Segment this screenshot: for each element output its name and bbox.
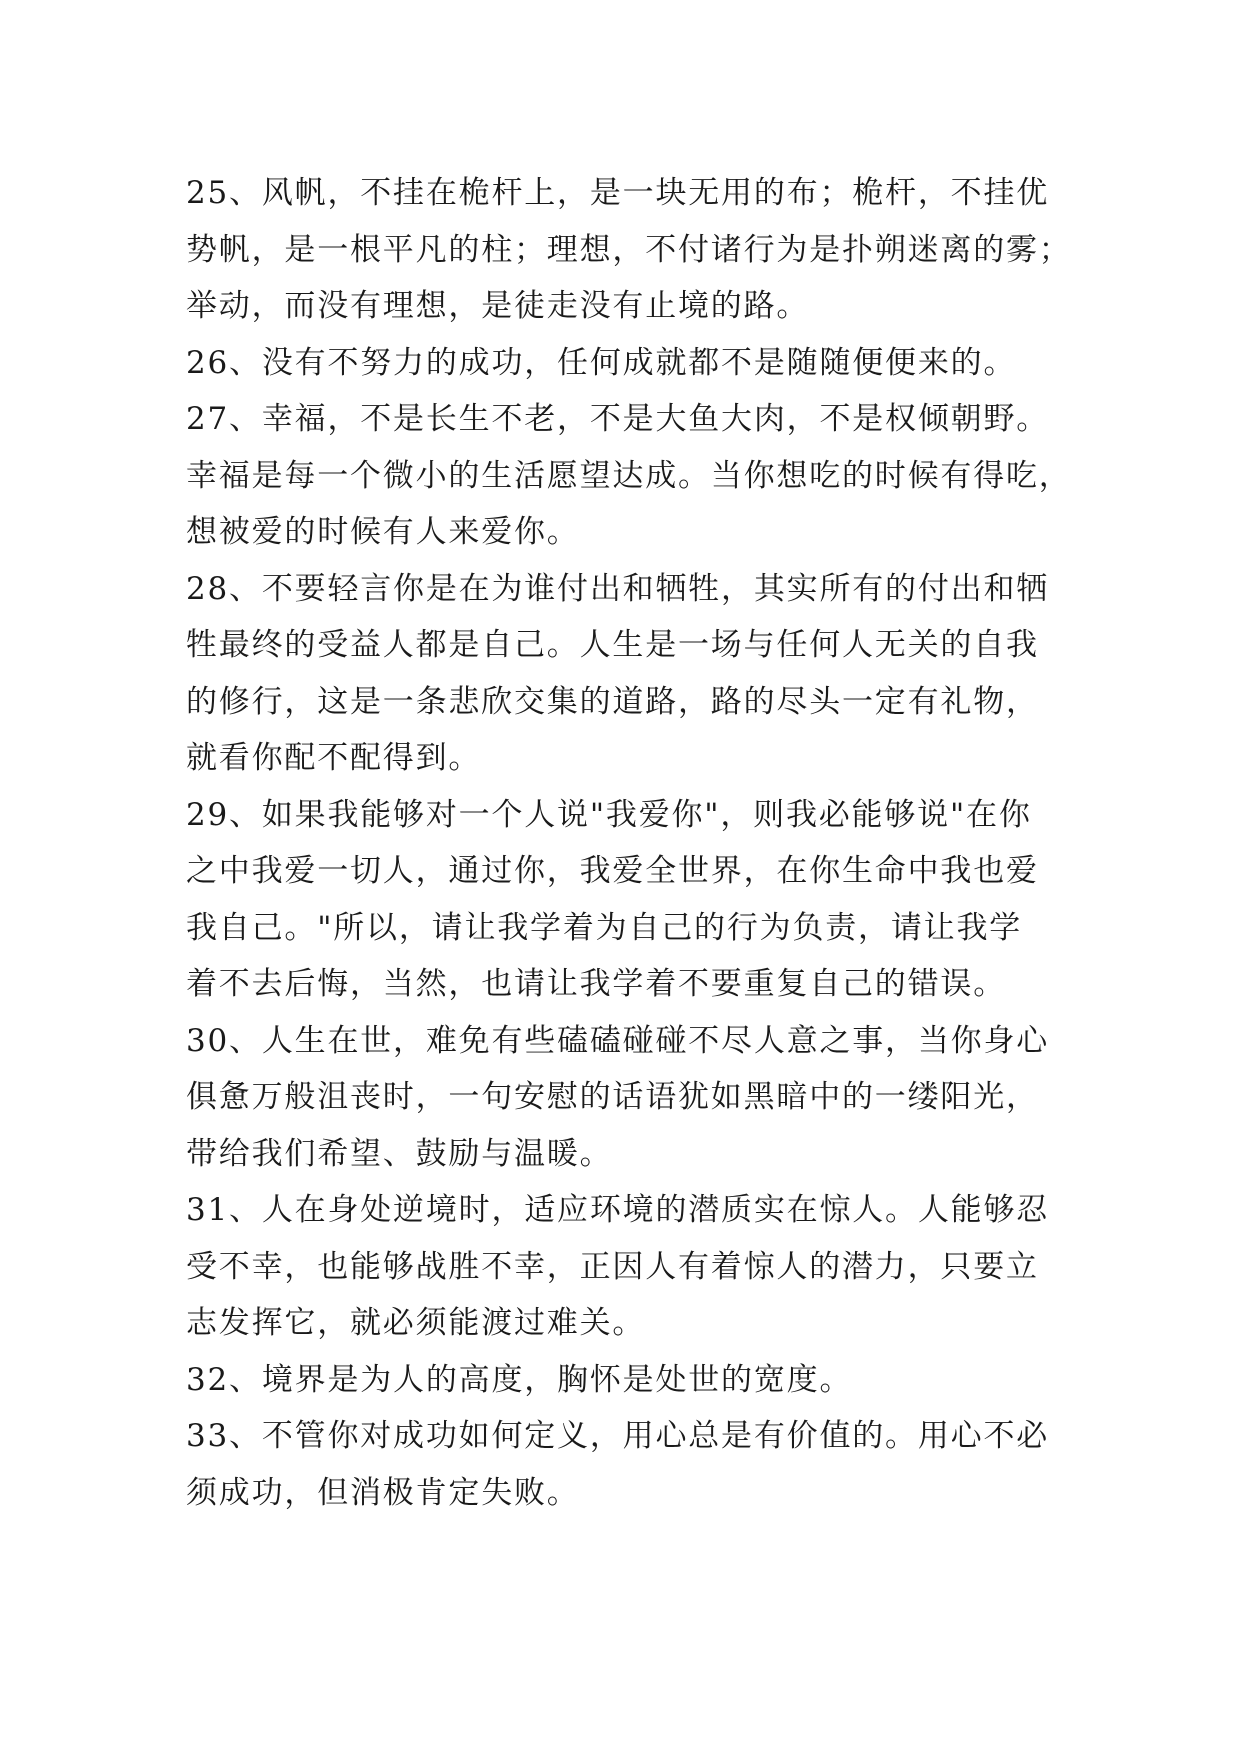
text-line: 须成功，但消极肯定失败。 <box>186 1474 580 1511</box>
text-line: 33、不管你对成功如何定义，用心总是有价值的。用心不必 <box>186 1418 1050 1454</box>
text-line: 29、如果我能够对一个人说"我爱你"，则我必能够说"在你 <box>186 796 1032 833</box>
text-line: 26、没有不努力的成功，任何成就都不是随随便便来的。 <box>186 344 1017 381</box>
text-line: 28、不要轻言你是在为谁付出和牺牲，其实所有的付出和牺 <box>186 570 1050 607</box>
text-line: 之中我爱一切人，通过你，我爱全世界，在你生命中我也爱 <box>186 853 1039 889</box>
text-line: 25、风帆，不挂在桅杆上，是一块无用的布；桅杆，不挂优 <box>186 175 1050 211</box>
text-line: 32、境界是为人的高度，胸怀是处世的宽度。 <box>186 1361 853 1398</box>
text-line: 受不幸，也能够战胜不幸，正因人有着惊人的潜力，只要立 <box>186 1248 1039 1285</box>
text-line: 举动，而没有理想，是徒走没有止境的路。 <box>186 288 810 324</box>
text-line: 志发挥它，就必须能渡过难关。 <box>186 1305 646 1341</box>
text-line: 就看你配不配得到。 <box>186 740 482 776</box>
text-line: 带给我们希望、鼓励与温暖。 <box>186 1135 613 1172</box>
text-line: 幸福是每一个微小的生活愿望达成。当你想吃的时候有得吃， <box>186 457 1072 494</box>
text-line: 的修行，这是一条悲欣交集的道路，路的尽头一定有礼物， <box>186 683 1039 720</box>
document-body <box>186 165 1072 1521</box>
text-line: 势帆，是一根平凡的柱；理想，不付诸行为是扑朔迷离的雾； <box>186 231 1072 268</box>
text-line: 我自己。"所以，请让我学着为自己的行为负责，请让我学 <box>186 909 1023 946</box>
text-line: 着不去后悔，当然，也请让我学着不要重复自己的错误。 <box>186 966 1006 1002</box>
text-line: 牲最终的受益人都是自己。人生是一场与任何人无关的自我 <box>186 627 1039 663</box>
text-line: 27、幸福，不是长生不老，不是大鱼大肉，不是权倾朝野。 <box>186 401 1050 437</box>
text-line: 俱惫万般沮丧时，一句安慰的话语犹如黑暗中的一缕阳光， <box>186 1079 1039 1115</box>
text-line: 30、人生在世，难免有些磕磕碰碰不尽人意之事，当你身心 <box>186 1022 1050 1059</box>
text-line: 想被爱的时候有人来爱你。 <box>186 514 580 550</box>
text-line: 31、人在身处逆境时，适应环境的潜质实在惊人。人能够忍 <box>186 1192 1050 1228</box>
